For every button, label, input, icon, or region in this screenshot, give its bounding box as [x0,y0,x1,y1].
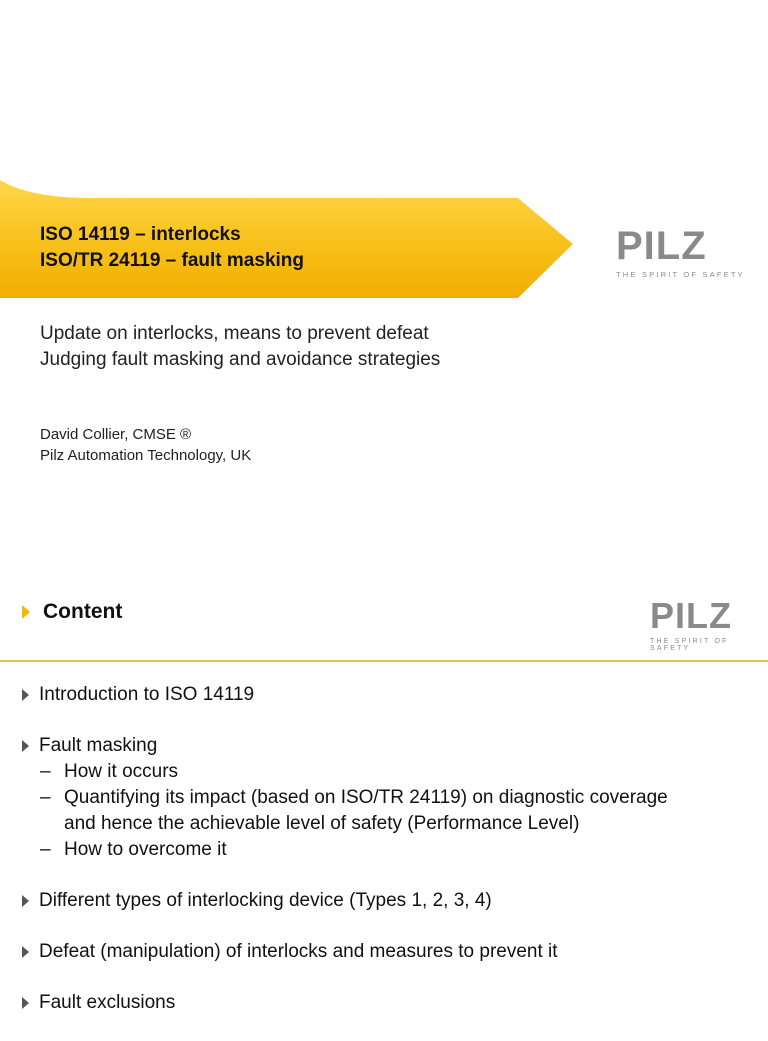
subtitle [40,321,440,373]
title-line-1: ISO 14119 – interlocks [40,224,241,245]
heading-arrow-icon [22,605,30,619]
list-item [22,990,762,1016]
item-text: Fault masking [39,735,158,756]
author-name: David Collier, CMSE ® [40,426,192,443]
content-heading [22,600,122,624]
list-item [22,682,762,708]
sub-item-text: Quantifying its impact (based on ISO/TR 24119) on diagnostic coverage and hence the achievable level of safety (Performance Level) [64,787,668,834]
item-text: Different types of interlocking device (Types 1, 2, 3, 4) [39,890,492,911]
bullet-arrow-icon [22,689,29,701]
bullet-arrow-icon [22,997,29,1009]
sub-item [40,837,762,863]
subtitle-line-2: Judging fault masking and avoidance strategies [40,349,441,370]
logo-mark: PILZ [616,224,707,268]
bullet-arrow-icon [22,946,29,958]
sub-item-text: How to overcome it [64,839,227,860]
author-company: Pilz Automation Technology, UK [40,447,252,464]
logo-tagline: THE SPIRIT OF SAFETY [616,270,745,279]
list-item [22,888,762,914]
sub-item [40,759,762,785]
item-text: Introduction to ISO 14119 [39,684,255,705]
content-list [22,682,762,1041]
logo-mark: PILZ [650,595,732,636]
author-block [40,424,251,466]
header-divider [0,660,768,662]
sub-item-text: How it occurs [64,761,179,782]
dash-icon: – [40,761,51,782]
subtitle-line-1: Update on interlocks, means to prevent defeat [40,323,429,344]
dash-icon: – [40,787,51,808]
list-item [22,939,762,965]
bullet-arrow-icon [22,740,29,752]
sub-item [40,785,762,837]
dash-icon: – [40,839,51,860]
content-title: Content [43,600,123,623]
logo-tagline: THE SPIRIT OF SAFETY [650,638,729,652]
list-item [22,733,762,863]
item-text: Defeat (manipulation) of interlocks and measures to prevent it [39,941,558,962]
bullet-arrow-icon [22,895,29,907]
pilz-logo-small [650,595,768,652]
item-text: Fault exclusions [39,992,176,1013]
slide-title [40,222,304,274]
pilz-logo [616,226,745,279]
title-line-2: ISO/TR 24119 – fault masking [40,250,304,271]
